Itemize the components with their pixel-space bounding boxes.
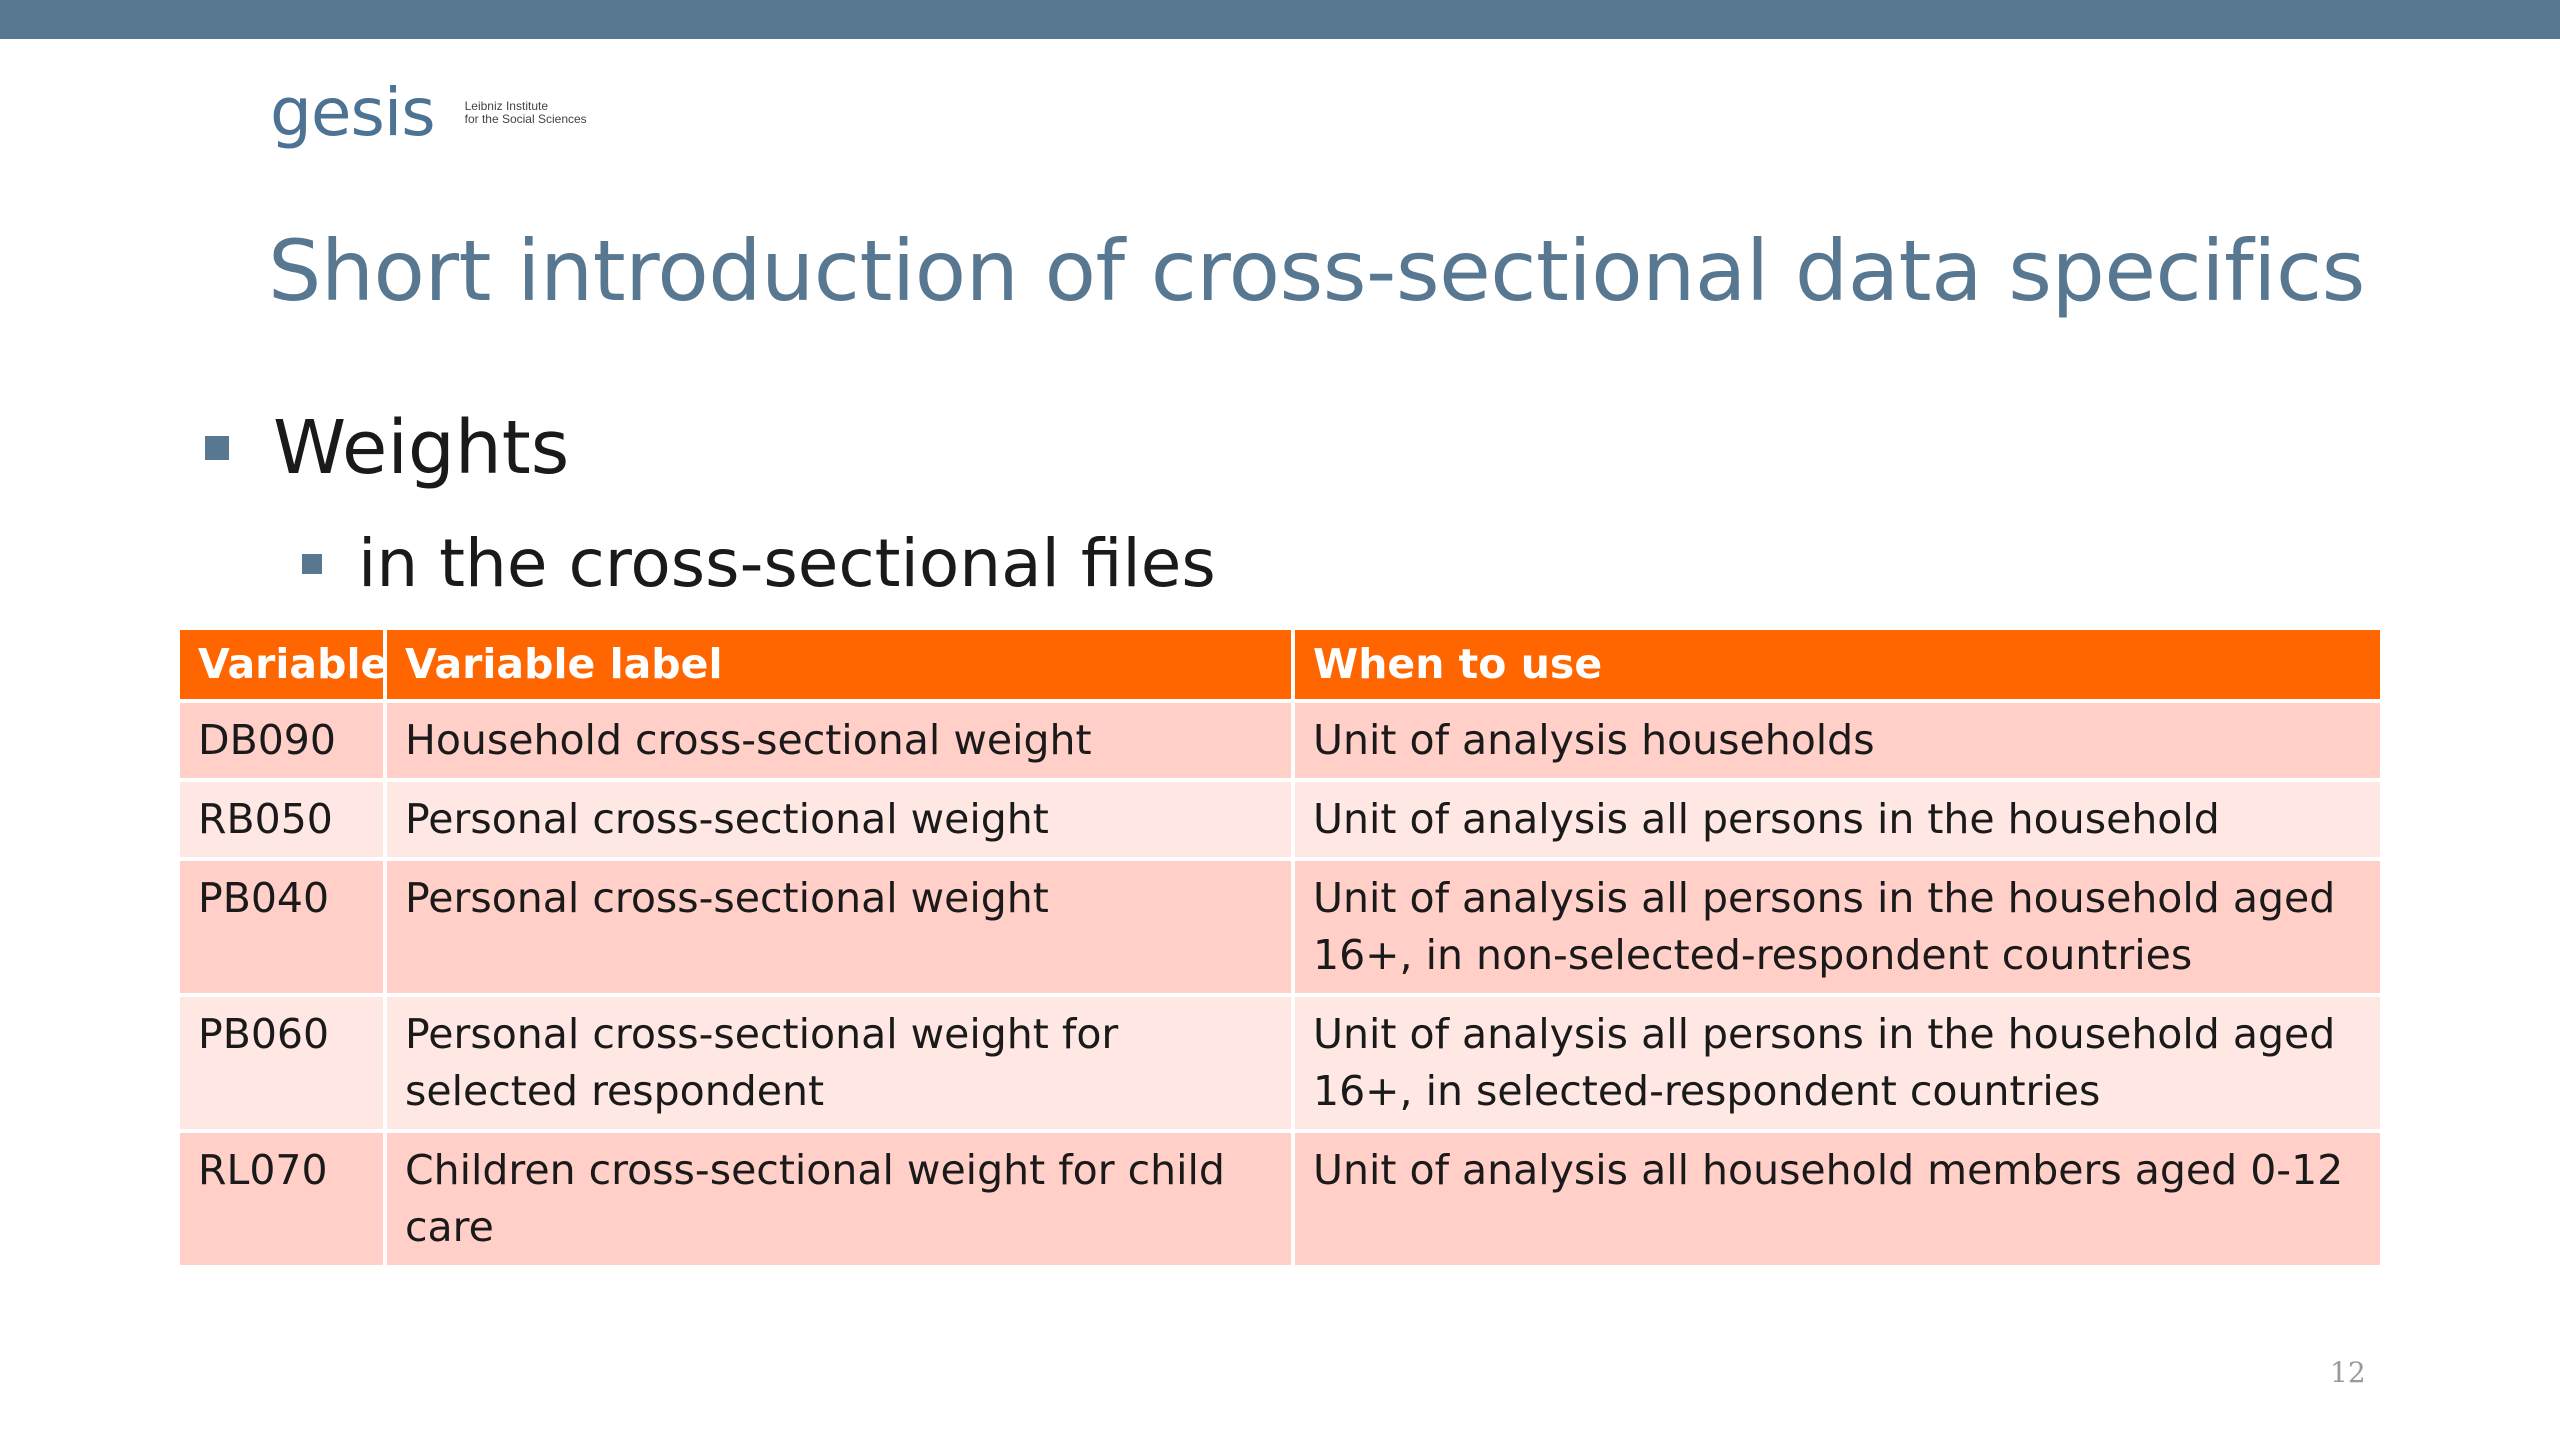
table-row: [180, 859, 2380, 995]
cell-variable: PB040: [180, 859, 385, 995]
cell-variable-label: Children cross-sectional weight for child care: [385, 1131, 1293, 1267]
bullet-weights: [205, 405, 569, 491]
bullet-square-icon: [302, 554, 322, 574]
cell-variable-label: Personal cross-sectional weight: [385, 859, 1293, 995]
cell-variable: RB050: [180, 780, 385, 859]
logo-subtitle-line-2: for the Social Sciences: [464, 112, 587, 126]
header-variable: Variable: [180, 630, 385, 701]
sub-bullet-cross-sectional-files: [302, 525, 1216, 602]
logo-subtitle-line-1: Leibniz Institute: [464, 99, 548, 113]
cell-when-to-use: Unit of analysis all persons in the household: [1293, 780, 2380, 859]
cell-when-to-use: Unit of analysis all persons in the household aged 16+, in selected-respondent countries: [1293, 995, 2380, 1131]
bullet-square-icon: [205, 436, 229, 460]
header-variable-label: Variable label: [385, 630, 1293, 701]
table-row: [180, 780, 2380, 859]
cell-variable: DB090: [180, 701, 385, 780]
top-bar: [0, 0, 2560, 39]
cell-when-to-use: Unit of analysis households: [1293, 701, 2380, 780]
cell-when-to-use: Unit of analysis all household members aged 0-12: [1293, 1131, 2380, 1267]
table-header-row: [180, 630, 2380, 701]
cell-variable: RL070: [180, 1131, 385, 1267]
slide-title: Short introduction of cross-sectional data specifics: [268, 222, 2365, 320]
cell-variable-label: Personal cross-sectional weight: [385, 780, 1293, 859]
cell-variable-label: Household cross-sectional weight: [385, 701, 1293, 780]
weights-table: [180, 630, 2380, 1269]
table-row: [180, 1131, 2380, 1267]
cell-when-to-use: Unit of analysis all persons in the household aged 16+, in non-selected-respondent countries: [1293, 859, 2380, 995]
sub-bullet-text: in the cross-sectional files: [358, 525, 1216, 602]
gesis-logo: [270, 74, 595, 151]
header-when-to-use: When to use: [1293, 630, 2380, 701]
table-row: [180, 701, 2380, 780]
cell-variable-label: Personal cross-sectional weight for selected respondent: [385, 995, 1293, 1131]
page-number: 12: [2330, 1356, 2366, 1389]
logo-word: gesis: [270, 74, 435, 151]
table-row: [180, 995, 2380, 1131]
bullet-text: Weights: [273, 405, 570, 491]
cell-variable: PB060: [180, 995, 385, 1131]
logo-subtitle: [465, 100, 595, 126]
